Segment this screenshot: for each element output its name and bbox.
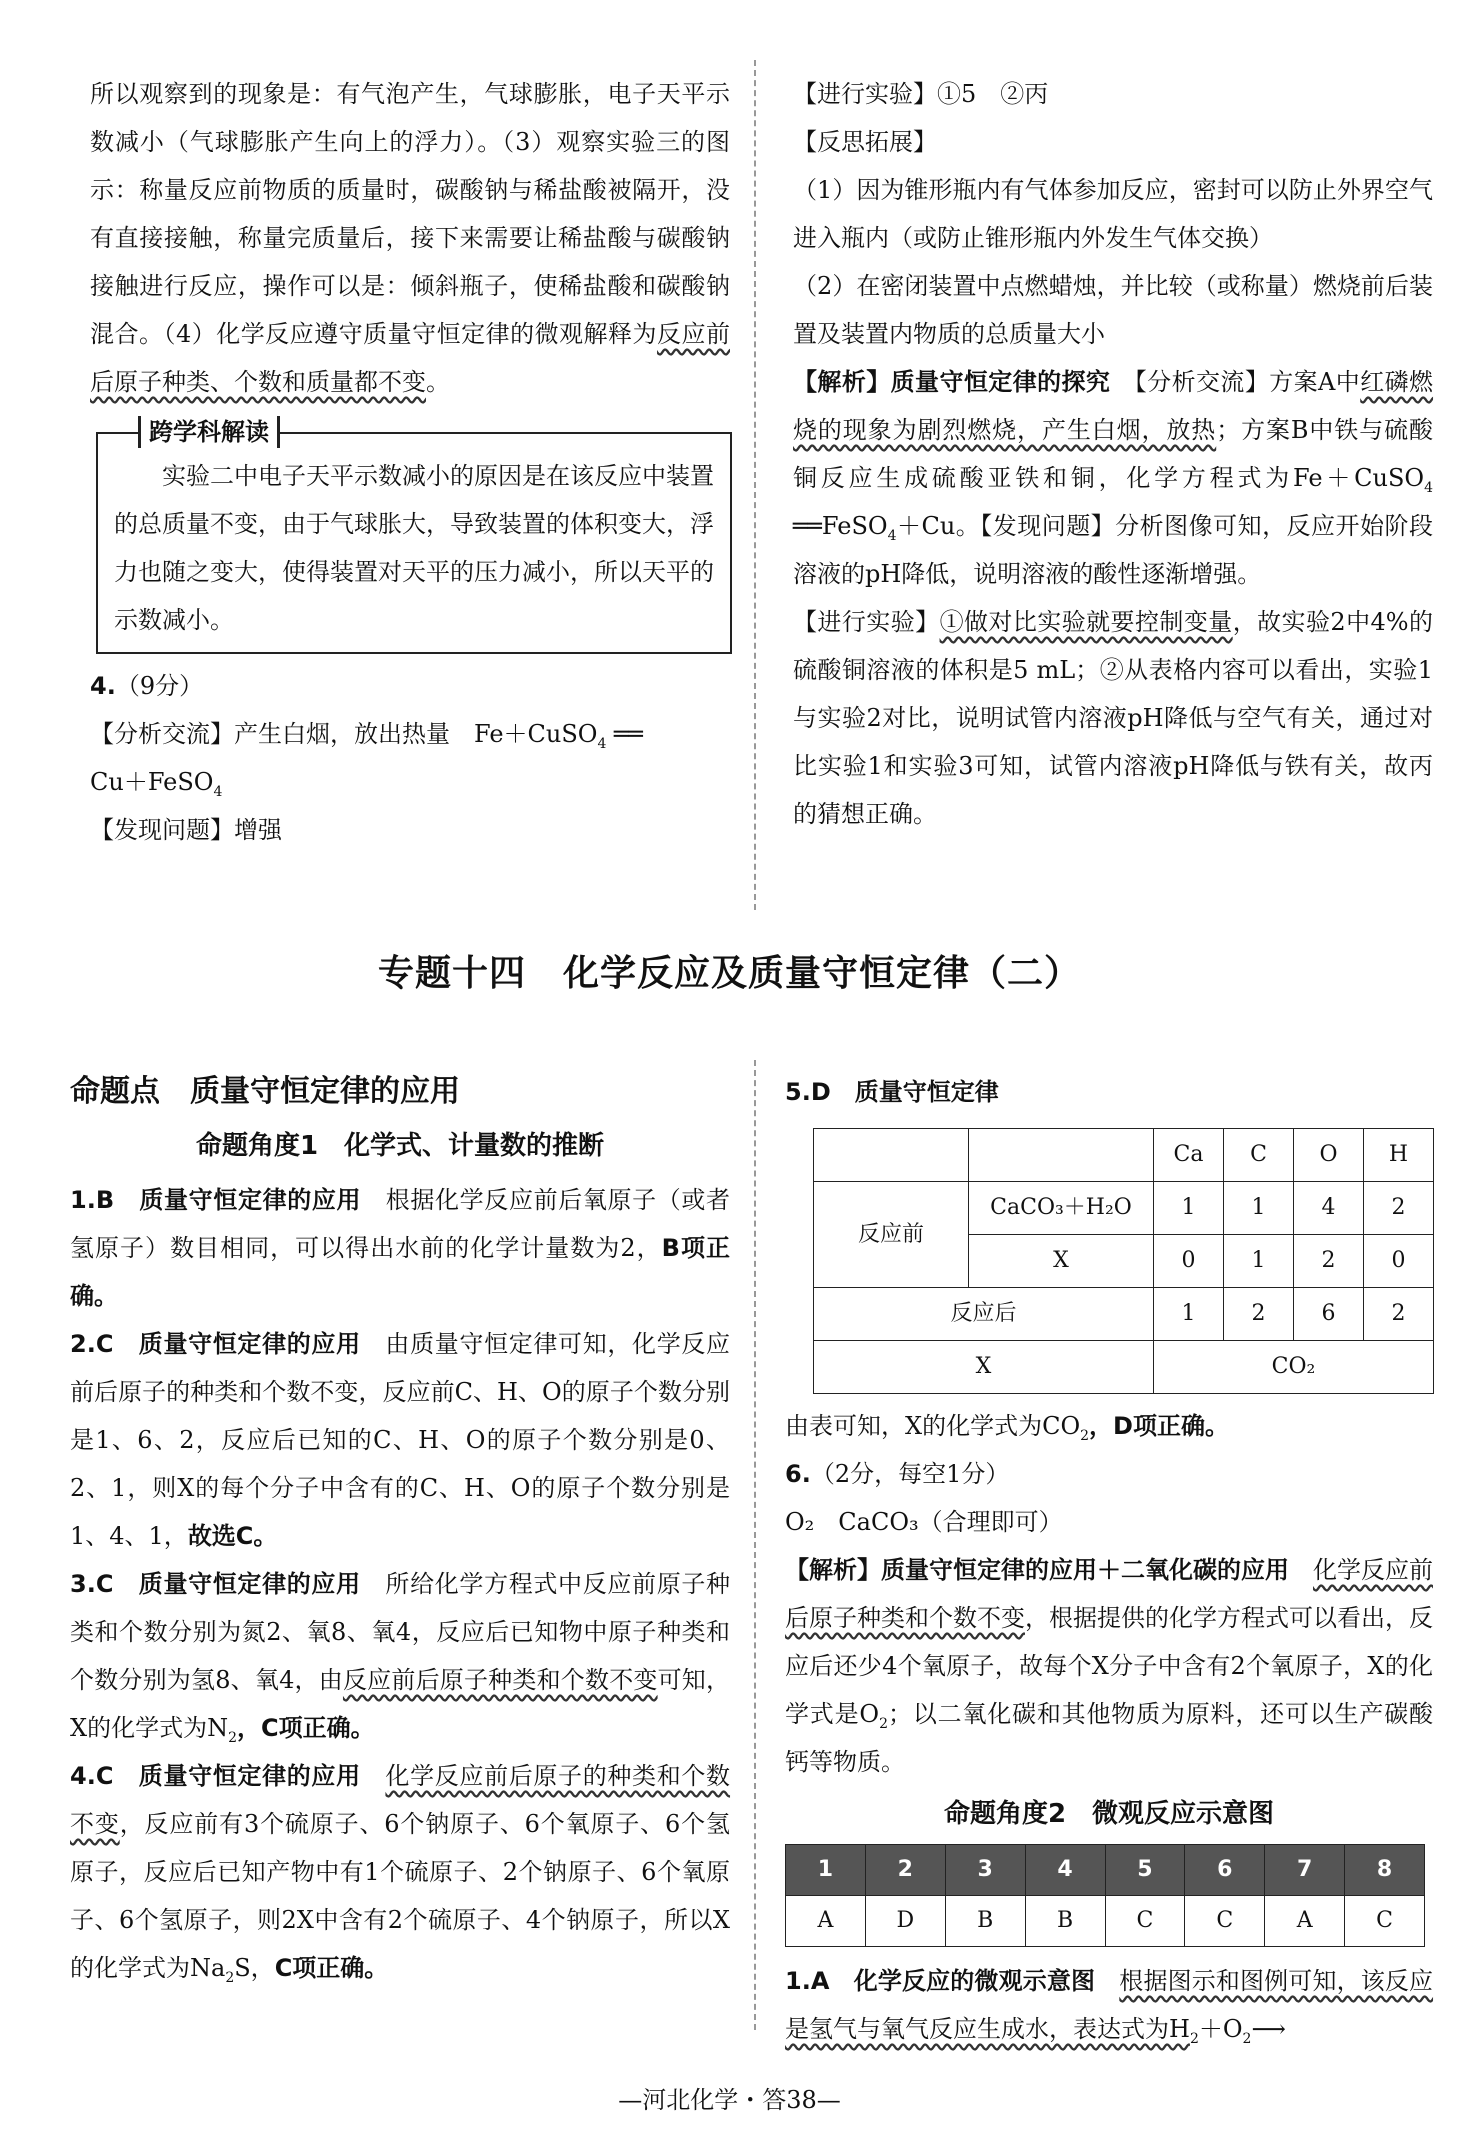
table-header: C: [1224, 1129, 1294, 1182]
table-header: 7: [1265, 1845, 1345, 1896]
topic: 质量守恒定律的探究: [890, 368, 1111, 396]
answer-text: 产生白烟，放出热量: [234, 720, 450, 748]
question-number: 4.: [70, 1762, 96, 1790]
table-row-label: 反应后: [814, 1288, 1154, 1341]
table-cell: CaCO₃＋H₂O: [969, 1182, 1154, 1235]
table-cell: 4: [1294, 1182, 1364, 1235]
label: 【进行实验】: [793, 80, 937, 108]
question-1: [70, 1176, 730, 1320]
table-cell: 6: [1294, 1288, 1364, 1341]
table-header: O: [1294, 1129, 1364, 1182]
table-header: 1: [786, 1845, 866, 1896]
conclusion: ，D项正确。: [1089, 1412, 1229, 1440]
reflect-label: 【反思拓展】: [793, 128, 937, 156]
underlined-text: 红磷燃烧的现象为剧烈燃烧，产生白烟，放热: [793, 368, 1434, 444]
table-header: 2: [865, 1845, 945, 1896]
table-header: H: [1364, 1129, 1434, 1182]
question-score: （9分）: [115, 672, 204, 700]
subscript: 4: [213, 783, 223, 800]
question-4b: [70, 1752, 730, 1992]
table-cell: C: [1345, 1896, 1425, 1947]
table-cell: X: [969, 1235, 1154, 1288]
subscript: 2: [225, 1969, 235, 1986]
analysis-text: ，故实验2中4%的硫酸铜溶液的体积是5 mL；②从表格内容可以看出，实验1与实验2对比，说明试管内溶液pH降低与空气有关，通过对比实验1和实验3可知，试管内溶液pH降低与铁有关，故丙的猜想正确。: [793, 608, 1434, 828]
subscript: 4: [887, 527, 897, 544]
conclusion: ，C项正确。: [237, 1714, 375, 1742]
atom-count-table: [813, 1128, 1434, 1394]
question-number: 4.: [90, 672, 116, 700]
answer-letter: D: [810, 1078, 831, 1106]
top-left-column: [90, 70, 730, 854]
conclusion: 故选C。: [187, 1522, 278, 1550]
table-header: 6: [1185, 1845, 1265, 1896]
table-row: [814, 1288, 1434, 1341]
table-row: [786, 1845, 1425, 1896]
subscript: 2: [228, 1729, 238, 1746]
table-cell: 2: [1294, 1235, 1364, 1288]
table-cell: 0: [1364, 1235, 1434, 1288]
angle-heading-1: 命题角度1 化学式、计量数的推断: [195, 1131, 605, 1161]
question-2: [70, 1320, 730, 1560]
angle-heading-2: 命题角度2 微观反应示意图: [943, 1799, 1275, 1829]
top-right-column: [793, 70, 1433, 838]
answer-letter: B: [95, 1186, 115, 1214]
table-cell: 2: [1224, 1288, 1294, 1341]
q5-conclusion: [785, 1402, 1433, 1450]
subscript: 2: [1242, 2030, 1252, 2047]
explanation: ；以二氧化碳和其他物质为原料，还可以生产碳酸钙等物质。: [785, 1700, 1433, 1776]
subscript: 2: [1189, 2030, 1199, 2047]
table-cell: C: [1185, 1896, 1265, 1947]
underlined-text: 反应前后原子种类、个数和质量都不变: [90, 320, 730, 396]
interdisciplinary-box: [96, 418, 732, 654]
table-cell: CO₂: [1154, 1341, 1434, 1394]
experiment-answer: [793, 70, 1433, 118]
q4-problem: [90, 806, 730, 854]
table-cell: 1: [1154, 1182, 1224, 1235]
subscript: 4: [1424, 479, 1433, 496]
topic: 质量守恒定律的应用＋二氧化碳的应用: [881, 1556, 1289, 1584]
question-number: 1.: [70, 1186, 96, 1214]
column-divider-top: [754, 60, 756, 910]
table-cell: [814, 1129, 969, 1182]
table-header: 4: [1025, 1845, 1105, 1896]
answer-letter: C: [95, 1330, 114, 1358]
bottom-left-column: [70, 1068, 730, 1992]
underlined-text: 根据图示和图例可知，该反应是氢气与氧气反应生成水，表达式为H: [785, 1967, 1434, 2043]
table-cell: 1: [1154, 1288, 1224, 1341]
q6-analysis: [785, 1546, 1433, 1786]
question-score: （2分，每空1分）: [810, 1460, 1010, 1488]
underlined-text: ①做对比实验就要控制变量: [939, 608, 1233, 636]
question-5: [785, 1068, 1433, 1116]
question-number: 1.: [785, 1967, 811, 1995]
conclusion: B项正确。: [70, 1234, 730, 1310]
answer-text: 所以观察到的现象是：有气泡产生，气球膨胀，电子天平示数减小（气球膨胀产生向上的浮力）。（3）观察实验三的图示：称量反应前物质的质量时，碳酸钠与稀盐酸被隔开，没有直接接触，称量完质量后，接下来需要让稀盐酸与碳酸钠接触进行反应，操作可以是：倾斜瓶子，使稀盐酸和碳酸钠混合。（4）化学反应遵守质量守恒定律的微观解释为: [90, 80, 730, 348]
answer-text: 增强: [234, 816, 282, 844]
underlined-text: 化学反应前后原子的种类和个数不变: [70, 1762, 731, 1838]
explanation: 可知，X的化学式为N: [70, 1666, 730, 1742]
bottom-right-column: [785, 1068, 1433, 2053]
question-number: 3.: [70, 1570, 96, 1598]
topic: 质量守恒定律的应用: [139, 1186, 362, 1214]
analysis-text: ；方案B中铁与硫酸铜反应生成硫酸亚铁和铜，化学方程式为Fe＋CuSO: [793, 416, 1433, 492]
question-3: [70, 1560, 730, 1752]
subscript: 2: [1080, 1427, 1090, 1444]
table-cell: B: [945, 1896, 1025, 1947]
explanation: 所给化学方程式中反应前原子种类和个数分别为氮2、氧8、氧4，反应后已知物中原子种类和个数分别为氢8、氧4，由: [70, 1570, 731, 1694]
column-divider-bottom: [754, 1060, 756, 2030]
table-cell: 1: [1224, 1235, 1294, 1288]
explanation: ，根据提供的化学方程式可以看出，反应后还少4个氧原子，故每个X分子中含有2个氧原子，X的化学式是O: [785, 1604, 1433, 1728]
explanation: 由质量守恒定律可知，化学反应前后原子的种类和个数不变，反应前C、H、O的原子个数分别是1、6、2，反应后已知的C、H、O的原子个数分别是0、2、1，则X的每个分子中含有的C、H、O的原子个数分别是1、4、1，: [70, 1330, 731, 1550]
table-row-label: X: [814, 1341, 1154, 1394]
q4-analysis: 【分析交流】产生白烟，放出热量 Fe＋CuSO$_4$ ══ Cu＋FeSO$_4$: [90, 720, 643, 800]
equation-right: Cu＋FeSO: [90, 768, 214, 796]
topic-heading: 命题点 质量守恒定律的应用: [70, 1074, 460, 1109]
period: 。: [426, 368, 450, 396]
table-cell: 0: [1154, 1235, 1224, 1288]
label: 【分析交流】: [90, 720, 234, 748]
answer-letter: C: [95, 1570, 114, 1598]
section-title: 专题十四 化学反应及质量守恒定律（二）: [377, 953, 1081, 994]
table-cell: 1: [1224, 1182, 1294, 1235]
table-header: 5: [1105, 1845, 1185, 1896]
explanation: ，反应前有3个硫原子、6个钠原子、6个氧原子、6个氢原子，反应后已知产物中有1个硫原子、2个钠原子、6个氧原子、6个氢原子，则2X中含有2个硫原子、4个钠原子，所以X的化学式为Na: [70, 1810, 731, 1982]
box-text: 实验二中电子天平示数减小的原因是在该反应中装置的总质量不变，由于气球胀大，导致装置的体积变大，浮力也随之变大，使得装置对天平的压力减小，所以天平的示数减小。: [114, 462, 714, 634]
table-cell: A: [786, 1896, 866, 1947]
explanation: 根据化学反应前后氧原子（或者氢原子）数目相同，可以得出水前的化学计量数为2，: [70, 1186, 731, 1262]
table-row-label: 反应前: [814, 1182, 969, 1288]
question-6: [785, 1450, 1433, 1498]
explanation: S，: [234, 1954, 275, 1982]
reflect-1: （1）因为锥形瓶内有气体参加反应，密封可以防止外界空气进入瓶内（或防止锥形瓶内外发生气体交换）: [793, 176, 1433, 252]
question-number: 2.: [70, 1330, 96, 1358]
table-header: 3: [945, 1845, 1025, 1896]
subscript: 4: [597, 735, 607, 752]
explanation: 由表可知，X的化学式为CO: [785, 1412, 1081, 1440]
table-row: [814, 1129, 1434, 1182]
label: 【解析】: [785, 1556, 881, 1584]
underlined-text: 化学反应前后原子种类和个数不变: [785, 1556, 1433, 1632]
micro-question-1: [785, 1957, 1433, 2053]
answer-letter: C: [95, 1762, 114, 1790]
topic: 质量守恒定律的应用: [138, 1762, 361, 1790]
analysis: [793, 358, 1433, 598]
topic: 质量守恒定律的应用: [138, 1330, 361, 1358]
underlined-text: 反应前后原子种类和个数不变: [342, 1666, 658, 1694]
subscript: 2: [879, 1715, 889, 1732]
explanation: ＋O: [1198, 2015, 1243, 2043]
table-row: [786, 1896, 1425, 1947]
reflect-2: （2）在密闭装置中点燃蜡烛，并比较（或称量）燃烧前后装置及装置内物质的总质量大小: [793, 272, 1433, 348]
question-number: 5.: [785, 1078, 811, 1106]
conclusion: C项正确。: [274, 1954, 389, 1982]
arrow-icon: ⟶: [1251, 2015, 1286, 2043]
label: 【发现问题】: [90, 816, 234, 844]
table-cell: 2: [1364, 1288, 1434, 1341]
answer-letter: A: [810, 1967, 830, 1995]
topic: 质量守恒定律的应用: [138, 1570, 361, 1598]
topic: 质量守恒定律: [854, 1078, 999, 1106]
table-row: [814, 1182, 1434, 1235]
table-cell: D: [865, 1896, 945, 1947]
table-header: 8: [1345, 1845, 1425, 1896]
table-header: Ca: [1154, 1129, 1224, 1182]
question-4: [90, 662, 730, 710]
box-title: 跨学科解读: [138, 416, 280, 448]
answer-table: [785, 1844, 1425, 1947]
equation-left: Fe＋CuSO: [474, 720, 598, 748]
table-cell: A: [1265, 1896, 1345, 1947]
analysis-text: 【分析交流】方案A中: [1134, 368, 1361, 396]
analysis-text: ＋Cu。【发现问题】分析图像可知，反应开始阶段溶液的pH降低，说明溶液的酸性逐渐增强。: [793, 512, 1433, 588]
analysis-text: ══FeSO: [793, 512, 888, 540]
analysis-experiment: [793, 598, 1433, 838]
table-cell: B: [1025, 1896, 1105, 1947]
label: 【解析】: [793, 368, 891, 396]
page-footer: —河北化学・答38—: [618, 2086, 841, 2114]
topic: 化学反应的微观示意图: [853, 1967, 1096, 1995]
answer-paragraph-3: [90, 70, 730, 406]
label: 【进行实验】: [793, 608, 940, 636]
table-cell: [969, 1129, 1154, 1182]
table-cell: 2: [1364, 1182, 1434, 1235]
table-cell: C: [1105, 1896, 1185, 1947]
question-number: 6.: [785, 1460, 811, 1488]
answer-text: ①5 ②丙: [937, 80, 1049, 108]
q6-answer: O₂ CaCO₃（合理即可）: [785, 1508, 1063, 1536]
table-row: [814, 1341, 1434, 1394]
